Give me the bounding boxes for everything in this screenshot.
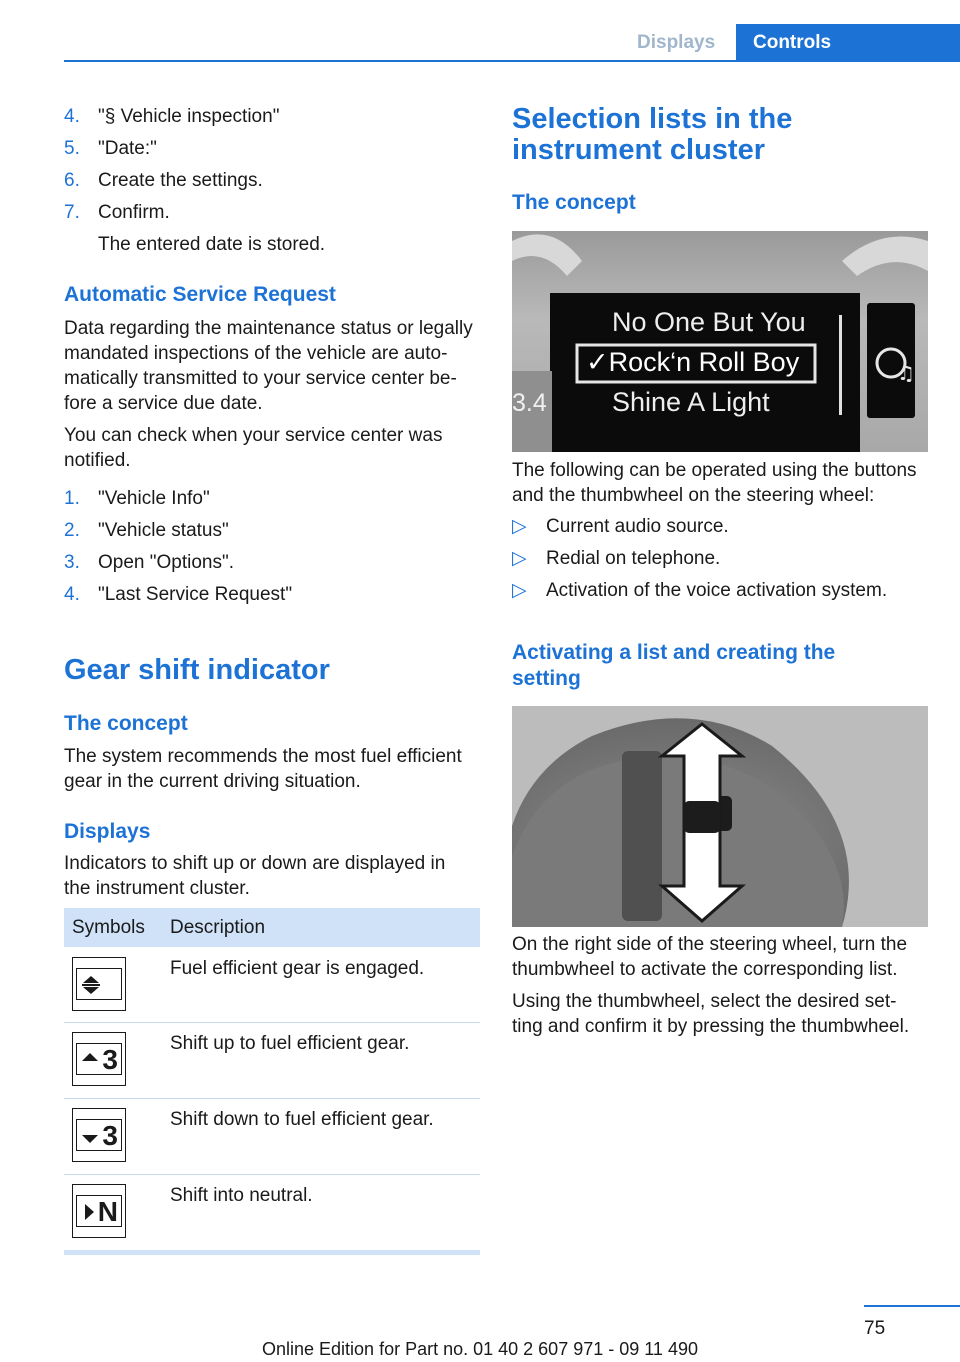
steering-wheel-photo <box>512 706 928 927</box>
list-item: 4. "Last Service Request" <box>64 584 293 605</box>
concept-heading: The concept <box>64 712 188 735</box>
symbols-table-header <box>64 908 480 947</box>
numbered-list-b <box>64 486 292 614</box>
table-row-description: Shift up to fuel efficient gear. <box>170 1033 410 1054</box>
cluster-gauge-text: 3.4 <box>512 389 547 417</box>
wheel-paragraph-2: Using the thumbwheel, select the desired set- ting and confirm it by pressing the thumbwheel. <box>512 991 910 1037</box>
row-divider <box>64 1098 480 1099</box>
list-item: 4. "§ Vehicle inspection" <box>64 106 280 127</box>
cluster-item-selected: ✓Rock‘n Roll Boy <box>586 347 800 377</box>
header-section: Displays <box>637 32 716 53</box>
displays-paragraph: Indicators to shift up or down are displayed in the instrument cluster. <box>64 853 446 899</box>
list-item: ▷ Current audio source. <box>512 516 729 537</box>
bullet-list <box>512 514 887 610</box>
table-row-description: Shift down to fuel efficient gear. <box>170 1109 434 1130</box>
list-item: ▷ Redial on telephone. <box>512 548 721 569</box>
gsi-heading: Gear shift indicator <box>64 654 330 686</box>
header-rule <box>64 60 960 62</box>
right-concept-heading: The concept <box>512 191 636 214</box>
displays-heading: Displays <box>64 820 151 843</box>
wheel-paragraph-1: On the right side of the steering wheel, turn the thumbwheel to activate the corresponding list. <box>512 934 908 980</box>
page-number: 75 <box>864 1318 886 1339</box>
row-divider <box>64 1174 480 1175</box>
asr-heading: Automatic Service Request <box>64 283 336 306</box>
list-item: 3. Open "Options". <box>64 552 235 573</box>
cluster-item: No One But You <box>612 307 806 337</box>
shift-up-icon: 3 <box>72 1032 126 1086</box>
concept-paragraph: The system recommends the most fuel efficient gear in the current driving situation. <box>64 746 462 792</box>
operate-paragraph: The following can be operated using the buttons and the thumbwheel on the steering wheel: <box>512 460 917 506</box>
table-row-description: Shift into neutral. <box>170 1185 313 1206</box>
row-divider <box>64 1022 480 1023</box>
list-item: 7. Confirm. <box>64 202 170 223</box>
list-item: 1. "Vehicle Info" <box>64 488 210 509</box>
cluster-item: Shine A Light <box>612 387 770 417</box>
list-item: ▷ Activation of the voice activation system. <box>512 580 888 601</box>
edition-footer: Online Edition for Part no. 01 40 2 607 971 - 09 11 490 <box>262 1339 698 1359</box>
instrument-cluster-photo <box>512 231 928 452</box>
shift-down-icon: 3 <box>72 1108 126 1162</box>
list-note: The entered date is stored. <box>98 234 326 255</box>
list-item: 5. "Date:" <box>64 138 157 159</box>
activating-heading: Activating a list and creating the setting <box>512 641 836 690</box>
footer-rule <box>864 1305 960 1307</box>
header-chapter: Controls <box>736 24 960 61</box>
column-header-symbols: Symbols <box>72 917 145 938</box>
neutral-icon: N <box>72 1184 126 1238</box>
asr-note: You can check when your service center was notified. <box>64 425 443 471</box>
column-header-description: Description <box>170 917 266 938</box>
table-row-description: Fuel efficient gear is engaged. <box>170 958 425 979</box>
updown-icon <box>72 957 126 1011</box>
list-item: 2. "Vehicle status" <box>64 520 229 541</box>
svg-text:♫: ♫ <box>897 361 915 385</box>
asr-paragraph: Data regarding the maintenance status or legally mandated inspections of the vehicle are auto- matically transmitted to your service center be- fore a service due date. <box>64 318 473 414</box>
table-bottom-rule <box>64 1250 480 1255</box>
selection-lists-heading: Selection lists in the instrument cluster <box>512 103 793 166</box>
numbered-list-a <box>64 104 325 257</box>
list-item: 6. Create the settings. <box>64 170 263 191</box>
